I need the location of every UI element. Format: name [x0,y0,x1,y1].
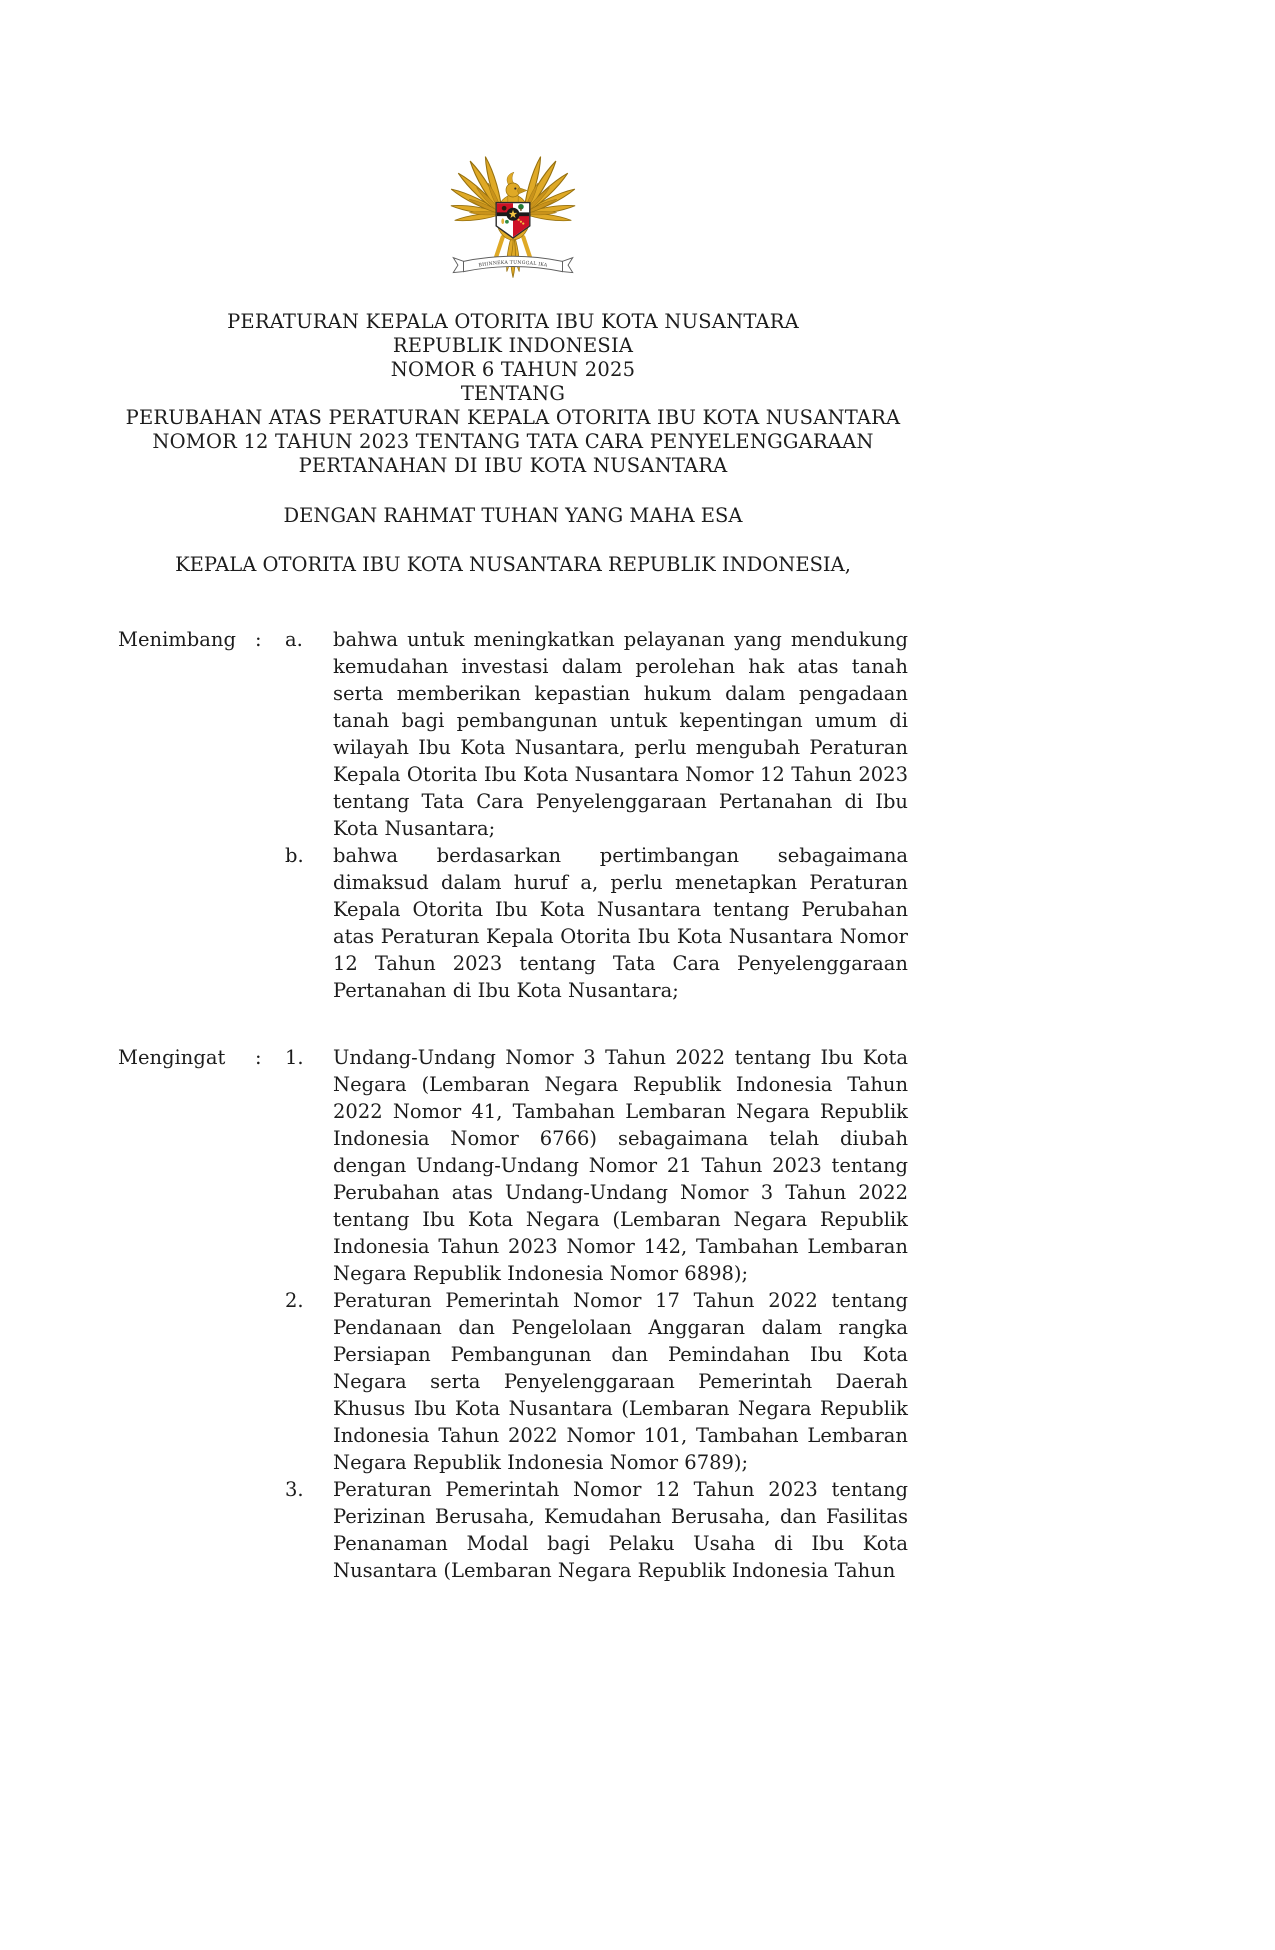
emblem-container [118,138,908,292]
title-line-2: REPUBLIK INDONESIA [392,333,634,357]
title-line-4: TENTANG [460,381,566,405]
title-line-5: PERUBAHAN ATAS PERATURAN KEPALA OTORITA IBU KOTA NUSANTARA [125,405,901,429]
item-marker: 3. [285,1477,304,1501]
section-label: Menimbang [118,627,236,651]
section-mengingat [118,1044,908,1584]
document-title-block [118,310,908,478]
item-text: bahwa untuk meningkatkan pelayanan yang mendukung kemudahan investasi dalam perolehan hak atas tanah serta memberikan kepastian hukum dalam pengadaan tanah bagi pembangunan untuk kepentingan umum di wilayah Ibu Kota Nusantara, perlu mengubah Peraturan Kepala Otorita Ibu Kota Nusantara Nomor 12 Tahun 2023 tentang Tata Cara Penyelenggaraan Pertanahan di Ibu Kota Nusantara; [333,627,908,840]
garuda-pancasila-emblem [443,138,583,290]
title-line-3: NOMOR 6 TAHUN 2025 [390,357,636,381]
section-label: Mengingat [118,1045,226,1069]
title-line-6: NOMOR 12 TAHUN 2023 TENTANG TATA CARA PENYELENGGARAAN [152,429,874,453]
legal-basis-item-3 [118,1476,908,1584]
authority-line: KEPALA OTORITA IBU KOTA NUSANTARA REPUBLIK INDONESIA, [175,552,851,576]
item-marker: 2. [285,1288,304,1312]
head [506,172,527,197]
item-text: Peraturan Pemerintah Nomor 17 Tahun 2022 tentang Pendanaan dan Pengelolaan Anggaran dalam rangka Persiapan Pembangunan dan Pemindahan Ibu Kota Negara serta Penyelenggaraan Pemerintah Daerah Khusus Ibu Kota Nusantara (Lembaran Negara Republik Indonesia Tahun 2022 Nomor 101, Tambahan Lembaran Negara Republik Indonesia Nomor 6789); [333,1288,908,1474]
item-marker: b. [285,843,304,867]
emblem-motto-text: BHINNEKA TUNGGAL IKA [478,260,548,269]
title-line-7: PERTANAHAN DI IBU KOTA NUSANTARA [298,453,728,477]
item-text: bahwa berdasarkan pertimbangan sebagaimana dimaksud dalam huruf a, perlu menetapkan Peraturan Kepala Otorita Ibu Kota Nusantara tentang Perubahan atas Peraturan Kepala Otorita Ibu Kota Nusantara Nomor 12 Tahun 2023 tentang Tata Cara Penyelenggaraan Pertanahan di Ibu Kota Nusantara; [333,843,908,1002]
document-content [118,0,908,1584]
item-text: Undang-Undang Nomor 3 Tahun 2022 tentang Ibu Kota Negara (Lembaran Negara Republik Indonesia Tahun 2022 Nomor 41, Tambahan Lembaran Negara Republik Indonesia Nomor 6766) sebagaimana telah diubah dengan Undang-Undang Nomor 21 Tahun 2023 tentang Perubahan atas Undang-Undang Nomor 3 Tahun 2022 tentang Ibu Kota Negara (Lembaran Negara Republik Indonesia Tahun 2023 Nomor 142, Tambahan Lembaran Negara Republik Indonesia Nomor 6898); [333,1045,908,1285]
title-line-1: PERATURAN KEPALA OTORITA IBU KOTA NUSANTARA [227,310,799,333]
legal-basis-item-2 [118,1287,908,1476]
consideration-item-a [118,626,908,842]
section-colon: : [255,627,262,651]
item-marker: 1. [285,1045,304,1069]
legal-basis-item-1 [118,1044,908,1287]
consideration-item-b [118,842,908,1004]
item-marker: a. [285,627,303,651]
invocation-line: DENGAN RAHMAT TUHAN YANG MAHA ESA [283,503,743,527]
item-text: Peraturan Pemerintah Nomor 12 Tahun 2023 tentang Perizinan Berusaha, Kemudahan Berusaha, dan Fasilitas Penanaman Modal bagi Pelaku Usaha di Ibu Kota Nusantara (Lembaran Negara Republik Indonesia Tahun [333,1477,908,1582]
section-colon: : [255,1045,262,1069]
section-menimbang [118,626,908,1004]
